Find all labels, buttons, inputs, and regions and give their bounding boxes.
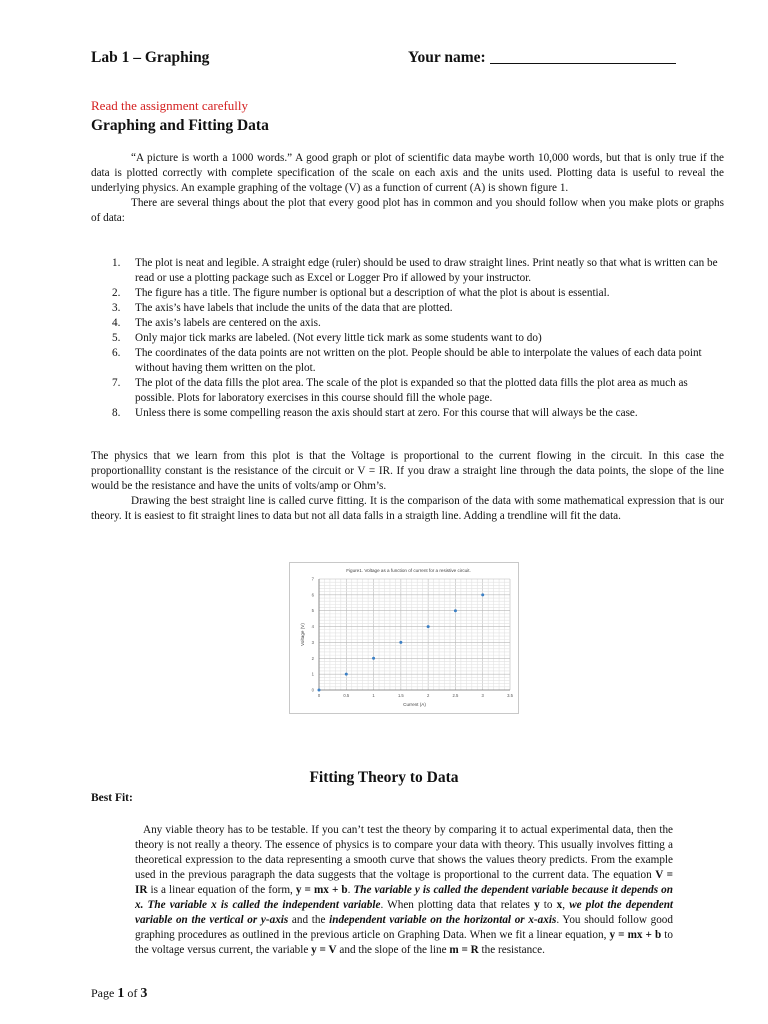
plot-rule-item [92, 286, 724, 301]
plot-rule-item [92, 346, 724, 376]
chart-svg [290, 563, 518, 713]
physics-paragraph: The physics that we learn from this plot is that the Voltage is proportional to the current flowing in the circuit. In this case the proportionallity constant is the resistance of the circuit or V = IR. If you draw a straight line through the data points, the slope of the line would be the resistance and have the units of volts/amp or Ohm’s. [91, 450, 724, 492]
y-tick-label: 4 [311, 624, 314, 630]
paragraph-segment: we plot the dependent variable on the vertical or y-axis [135, 899, 674, 926]
plot-rule-number: 3. [112, 302, 121, 314]
plot-rule-text: The plot of the data fills the plot area. The scale of the plot is expanded so that the plotted data fills the plot area as much as possible. Plots for laboratory exercises in this course should fill the whole page. [135, 377, 688, 404]
data-point [454, 609, 457, 612]
y-tick-label: 2 [311, 655, 314, 661]
y-tick-label: 1 [311, 671, 314, 677]
paragraph-segment: the resistance. [478, 944, 545, 956]
paragraph-segment: y [534, 899, 540, 911]
plot-rule-number: 1. [112, 257, 121, 269]
plot-rule-item [92, 301, 724, 316]
intro-paragraph-1: “A picture is worth a 1000 words.” A good graph or plot of scientific data maybe worth 10,000 words, but that is only true if the data is plotted correctly with complete specification of the scale on each axis and the units used. Plotting data is useful to reveal the underlying physics. An example graphing of the voltage (V) as a function of current (A) is shown figure 1. [91, 152, 724, 194]
lab-title: Lab 1 – Graphing [91, 49, 210, 66]
plot-rule-item [92, 376, 724, 406]
plot-rule-text: The axis’s labels are centered on the axis. [135, 317, 321, 329]
y-tick-label: 3 [311, 639, 314, 645]
x-axis-label: Current (A) [403, 702, 426, 707]
plot-rule-item [92, 331, 724, 346]
plot-rule-text: The axis’s have labels that include the units of the data that are plotted. [135, 302, 453, 314]
paragraph-segment: . [347, 884, 354, 896]
paragraph-segment: m = R [449, 944, 479, 956]
page-number: 1 [117, 986, 125, 1001]
section-title-graphing: Graphing and Fitting Data [91, 117, 269, 134]
curve-fitting-paragraph: Drawing the best straight line is called curve fitting. It is the comparison of the data with some mathematical expression that is our theory. It is easiest to fit straight lines to data but not all data falls in a straigth line. Adding a trendline will fit the data. [91, 495, 724, 522]
plot-rule-number: 4. [112, 317, 121, 329]
plot-rule-number: 8. [112, 407, 121, 419]
y-tick-label: 7 [311, 576, 314, 582]
x-tick-label: 1.5 [397, 693, 404, 698]
paragraph-segment: x [556, 899, 563, 911]
x-tick-label: 3.5 [507, 693, 513, 698]
plot-rule-item [92, 316, 724, 331]
y-axis-label: Voltage (V) [300, 623, 305, 646]
plot-rules-list [92, 256, 724, 421]
paragraph-segment: . When plotting data that relates [380, 899, 535, 911]
plot-rule-text: Only major tick marks are labeled. (Not every little tick mark as some students want to do) [135, 332, 542, 344]
paragraph-segment: , [562, 899, 570, 911]
paragraph-segment: to the voltage versus current, the variable [135, 929, 674, 956]
paragraph-segment: V = IR [135, 869, 673, 896]
data-point [427, 625, 430, 628]
data-point [345, 673, 348, 676]
paragraph-segment: independent variable on the horizontal or x-axis [329, 914, 557, 926]
plot-rule-number: 6. [112, 347, 121, 359]
name-label: Your name: [408, 49, 486, 66]
assignment-notice: Read the assignment carefully [91, 98, 249, 113]
paragraph-segment: y = V [311, 944, 337, 956]
x-tick-label: 0.5 [343, 693, 350, 698]
y-tick-label: 6 [311, 592, 314, 598]
data-point [318, 689, 321, 692]
paragraph-segment: Any viable theory has to be testable. If you can’t test the theory by comparing it to actual experimental data, then the theory is not really a theory. The essence of physics is to compare your data with theory. This usually involves fitting a theoretical expression to the data representing a smooth curve that shows the values theory predicts. From the example used in the previous paragraph the data suggests that the voltage is proportional to the current data. The equation [135, 824, 673, 881]
paragraph-segment: to [539, 899, 557, 911]
y-tick-label: 0 [311, 687, 314, 693]
name-field [408, 49, 676, 67]
x-tick-label: 2.5 [452, 693, 459, 698]
best-fit-subtitle: Best Fit: [91, 792, 133, 804]
page-word: Page [91, 986, 115, 1000]
paragraph-segment: The variable y is called the dependent variable because it depends on x. The variable x is called the independent variable [135, 884, 673, 911]
paragraph-segment: is a linear equation of the form, [147, 884, 296, 896]
x-tick-label: 0 [317, 693, 321, 698]
plot-rule-number: 5. [112, 332, 121, 344]
page-total: 3 [140, 986, 148, 1001]
plot-rule-text: The coordinates of the data points are not written on the plot. People should be able to interpolate the values of each data point without having them written on the plot. [135, 347, 702, 374]
physics-text [91, 449, 724, 524]
plot-rule-number: 7. [112, 377, 121, 389]
plot-rule-text: The plot is neat and legible. A straight edge (ruler) should be used to draw straight lines. Print neatly so that what is written can be read or use a plotting package such as Excel or Logger Pro if allowed by your instructor. [135, 257, 718, 284]
name-blank-line [490, 49, 676, 64]
section-title-fitting: Fitting Theory to Data [309, 769, 459, 786]
y-tick-label: 5 [311, 608, 314, 614]
best-fit-paragraph [135, 823, 673, 958]
data-point [481, 593, 484, 596]
plot-rule-item [92, 406, 724, 421]
paragraph-segment: y = mx + b [295, 884, 348, 896]
plot-rule-item [92, 256, 724, 286]
plot-rule-number: 2. [112, 287, 121, 299]
paragraph-segment: y = mx + b [609, 929, 662, 941]
x-tick-label: 2 [426, 693, 430, 698]
page-footer [91, 986, 147, 1002]
paragraph-segment: and the [288, 914, 330, 926]
chart-title: Figure1. Voltage as a function of current for a resistive circuit. [346, 568, 471, 573]
x-tick-label: 3 [481, 693, 484, 698]
x-tick-label: 1 [372, 693, 375, 698]
of-word: of [127, 986, 138, 1000]
paragraph-segment: . You should follow good graphing procedures as outlined in the previous article on Graphing Data. When we fit a linear equation, [135, 914, 673, 941]
plot-rule-text: Unless there is some compelling reason the axis should start at zero. For this course that will always be the case. [135, 407, 638, 419]
figure-1-chart [289, 562, 519, 714]
data-point [399, 641, 402, 644]
data-point [372, 657, 375, 660]
intro-paragraph-2: There are several things about the plot that every good plot has in common and you should follow when you make plots or graphs of data: [91, 197, 724, 224]
paragraph-segment: and the slope of the line [336, 944, 450, 956]
intro-text [91, 151, 724, 226]
plot-rule-text: The figure has a title. The figure number is optional but a description of what the plot is about is essential. [135, 287, 610, 299]
